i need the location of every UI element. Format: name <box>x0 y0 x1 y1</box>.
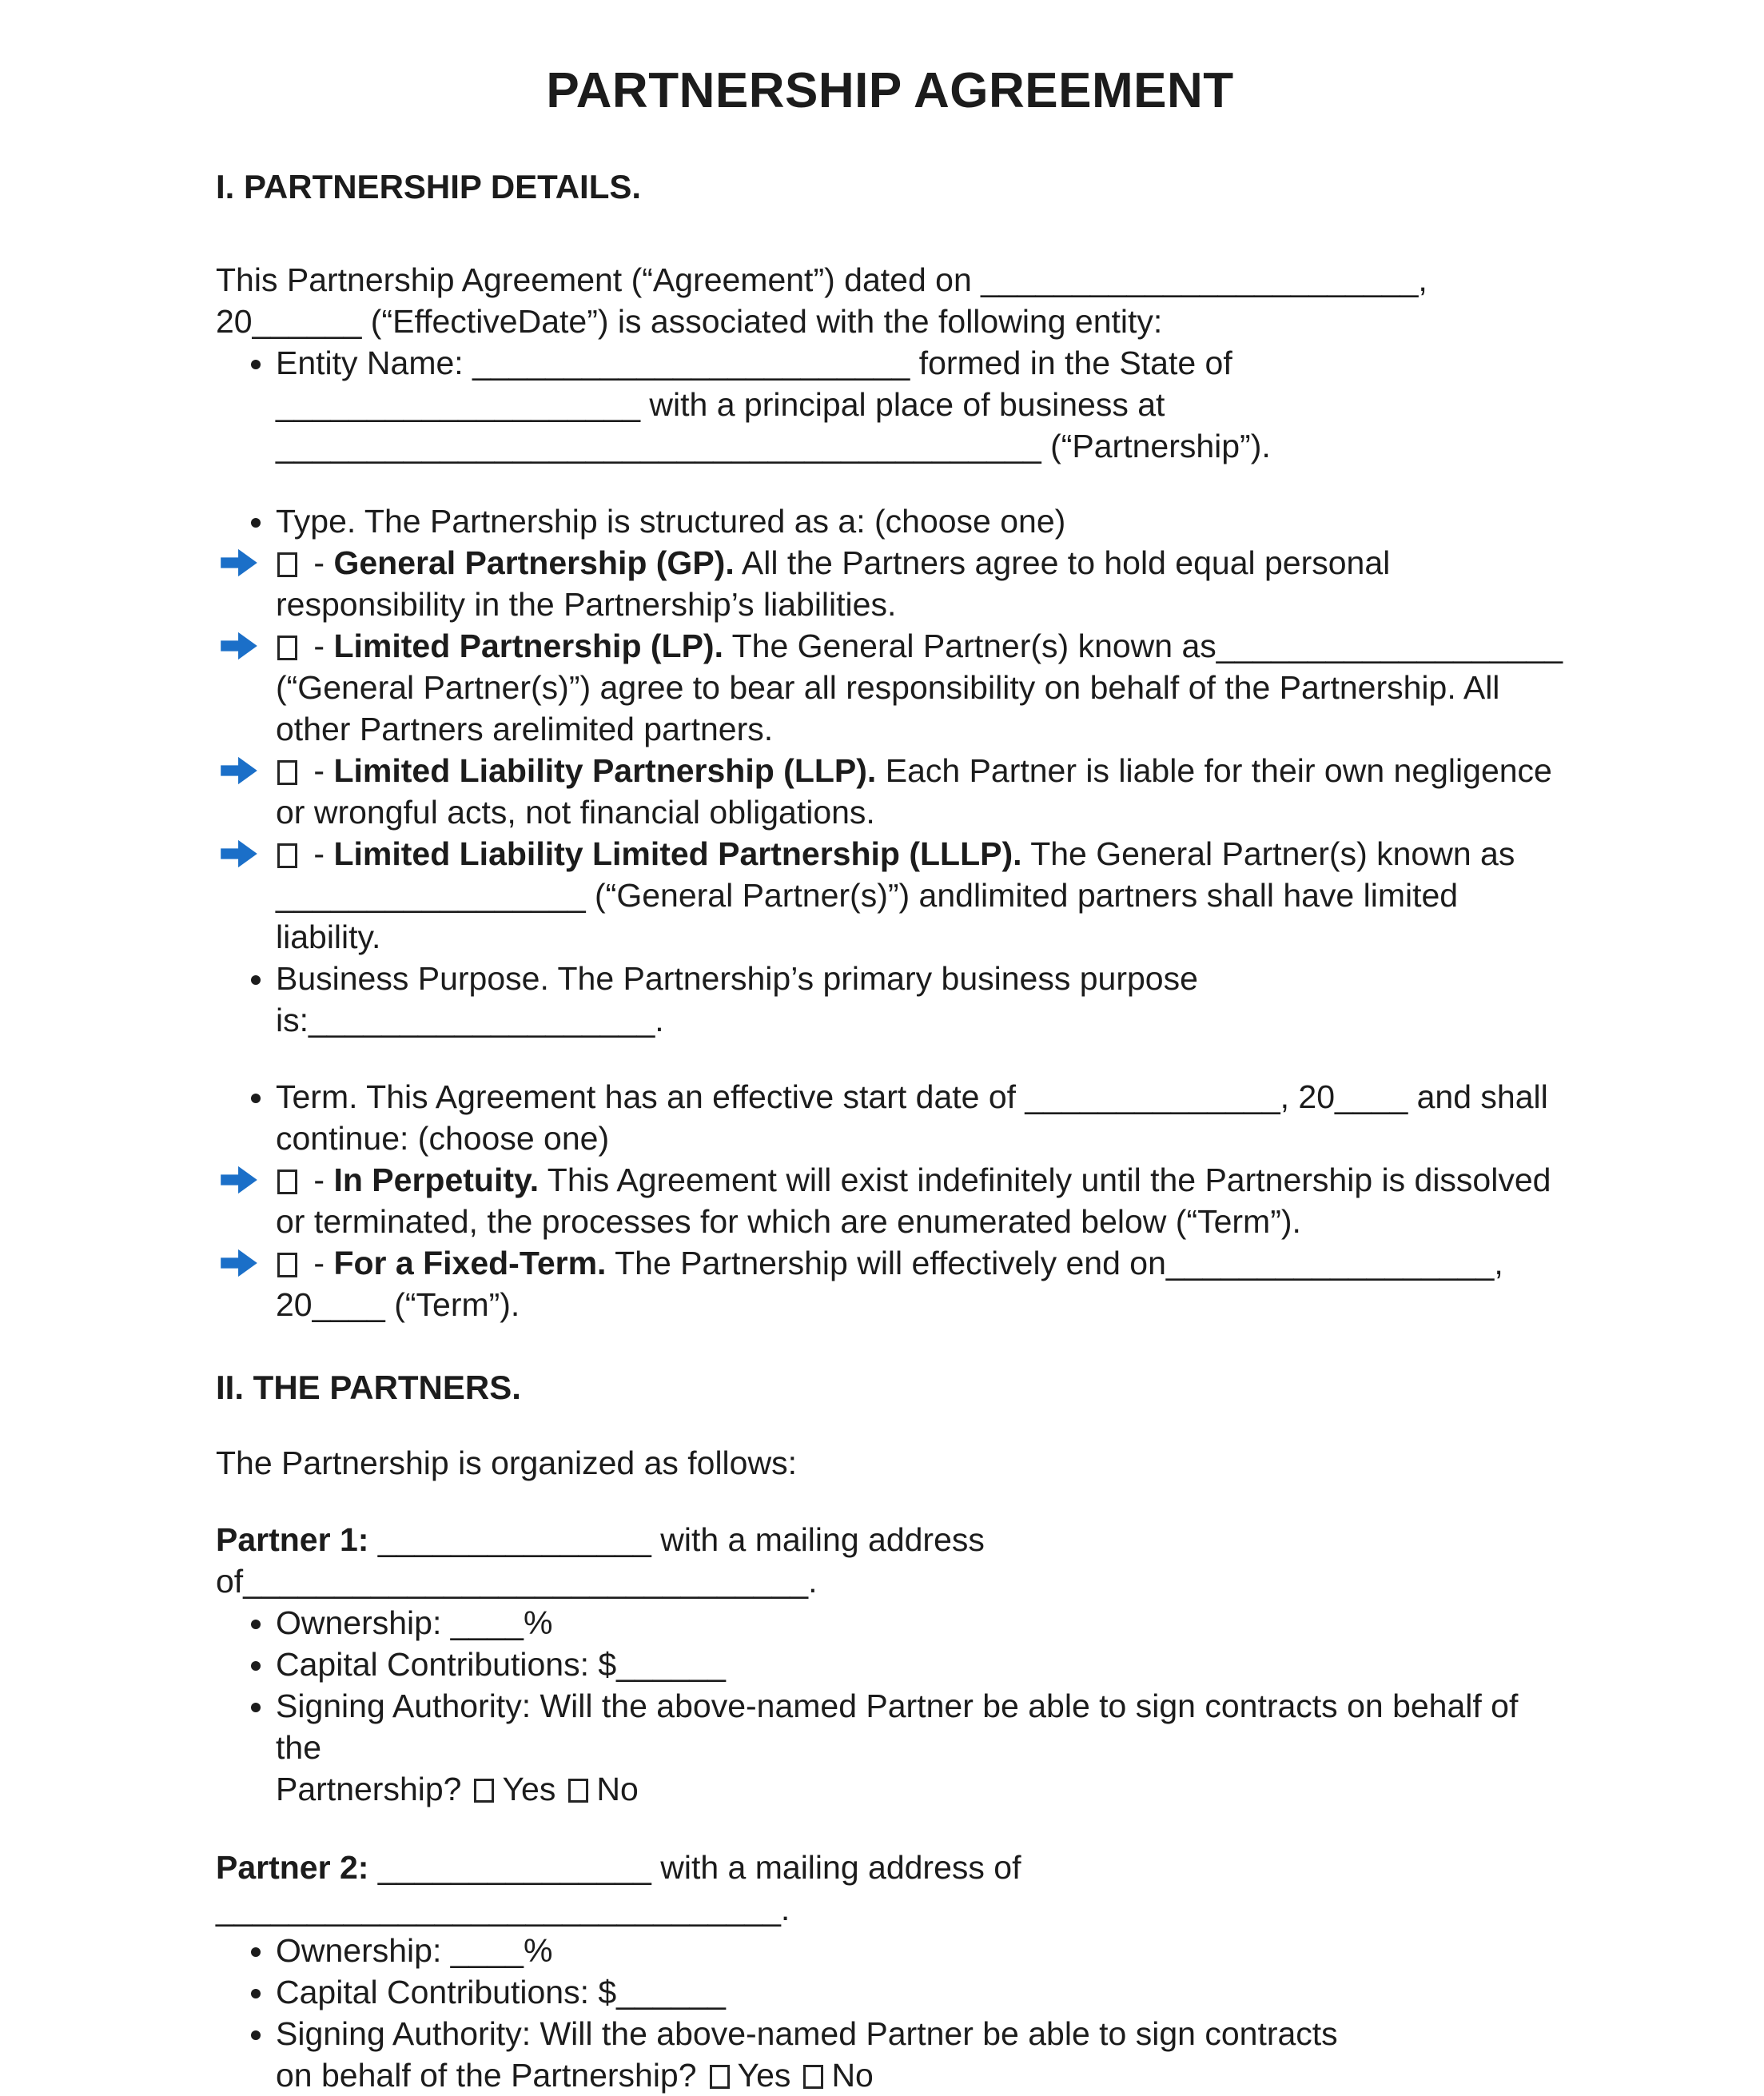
lp-checkbox[interactable] <box>277 636 297 660</box>
dash: - <box>313 752 325 789</box>
agreement-intro-paragraph: This Partnership Agreement (“Agreement”) dated on ________________________, 20______ (“EffectiveDate”) is associated with the following entity: <box>216 261 1428 340</box>
blue-arrow-icon <box>219 631 259 661</box>
lp-option-label: Limited Partnership (LP). <box>333 628 723 664</box>
type-option-general-partnership <box>216 542 1564 625</box>
partner1-no-label: No <box>596 1771 639 1807</box>
partner1-signing-line1: • Signing Authority: Will the above-named Partner be able to sign contracts on behalf of the <box>276 1688 1519 1766</box>
partner2-name-blank: _______________ with a mailing address of _______________________________. <box>216 1849 1021 1927</box>
partner2-signing-item <box>276 2013 1564 2096</box>
llp-option-label: Limited Liability Partnership (LLP). <box>333 752 877 789</box>
partners-intro-line: The Partnership is organized as follows: <box>216 1444 797 1481</box>
dash: - <box>313 835 325 872</box>
partner1-capital-item: • Capital Contributions: $______ <box>276 1644 1564 1685</box>
partner1-no-checkbox[interactable] <box>568 1779 588 1803</box>
llp-option-text: Each Partner is liable for their own negligence or wrongful acts, not financial obligations. <box>276 752 1552 831</box>
dash: - <box>313 628 325 664</box>
partner2-signing-question: on behalf of the Partnership? <box>276 2057 697 2094</box>
term-lead-item: • Term. This Agreement has an effective start date of ______________, 20____ and shall continue: (choose one) <box>276 1076 1564 1159</box>
dash: - <box>313 1162 325 1198</box>
type-option-llp <box>216 750 1564 833</box>
lp-option-text: The General Partner(s) known as___________________ (“General Partner(s)”) agree to bear all responsibility on behalf of the Partnership. All other Partners arelimited partners. <box>276 628 1563 747</box>
partner2-no-label: No <box>831 2057 874 2094</box>
partner1-signing-item <box>276 1685 1564 1810</box>
section1-heading: I. PARTNERSHIP DETAILS. <box>216 168 642 205</box>
type-lead-item: • Type. The Partnership is structured as a: (choose one) <box>276 500 1564 542</box>
partner1-signing-line2 <box>276 1768 1564 1810</box>
blue-arrow-icon <box>219 548 259 578</box>
partner2-details-list <box>216 1930 1564 2096</box>
lllp-option-text: The General Partner(s) known as _________________ (“General Partner(s)”) andlimited partners shall have limited liability. <box>276 835 1515 955</box>
partner1-name-blank: _______________ with a mailing address of_______________________________. <box>216 1521 985 1600</box>
term-section <box>216 1076 1564 1325</box>
partner2-signing-line1: • Signing Authority: Will the above-named Partner be able to sign contracts <box>276 2015 1338 2052</box>
lllp-option-label: Limited Liability Limited Partnership (LLLP). <box>333 835 1022 872</box>
document-title: PARTNERSHIP AGREEMENT <box>546 63 1234 118</box>
llp-checkbox[interactable] <box>277 760 297 785</box>
partner1-details-list <box>216 1602 1564 1810</box>
partner2-yes-checkbox[interactable] <box>710 2065 730 2089</box>
fixed-term-option-text: The Partnership will effectively end on__________________, 20____ (“Term”). <box>276 1245 1503 1323</box>
partner2-capital-item: • Capital Contributions: $______ <box>276 1971 1564 2013</box>
term-option-perpetuity <box>216 1159 1564 1242</box>
partner1-name-line <box>216 1519 1564 1602</box>
type-section <box>216 500 1564 958</box>
purpose-bullet-list <box>216 958 1564 1041</box>
fixed-term-checkbox[interactable] <box>277 1253 297 1277</box>
lllp-checkbox[interactable] <box>277 843 297 868</box>
partner1-yes-checkbox[interactable] <box>474 1779 494 1803</box>
partner2-no-checkbox[interactable] <box>803 2065 823 2089</box>
blue-arrow-icon <box>219 839 259 869</box>
blue-arrow-icon <box>219 755 259 786</box>
type-option-limited-partnership <box>216 625 1564 750</box>
partner2-ownership-item: • Ownership: ____% <box>276 1930 1564 1971</box>
dash: - <box>313 1245 325 1281</box>
term-option-fixed-term <box>216 1242 1564 1325</box>
gp-option-label: General Partnership (GP). <box>333 544 735 581</box>
partner1-yes-label: Yes <box>502 1771 556 1807</box>
business-purpose-item: • Business Purpose. The Partnership’s primary business purpose is:___________________. <box>276 958 1564 1041</box>
gp-option-text: All the Partners agree to hold equal personal responsibility in the Partnership’s liabilities. <box>276 544 1391 623</box>
blue-arrow-icon <box>219 1165 259 1195</box>
partner2-label: Partner 2: <box>216 1849 369 1886</box>
partner1-label: Partner 1: <box>216 1521 369 1558</box>
type-option-lllp <box>216 833 1564 958</box>
gp-checkbox[interactable] <box>277 552 297 577</box>
entity-name-item: • Entity Name: ________________________ formed in the State of ____________________ with a principal place of business at __________________________________________ (“Partnership”). <box>276 342 1564 467</box>
partner2-signing-line2 <box>276 2054 1564 2096</box>
section2-heading: II. THE PARTNERS. <box>216 1369 521 1406</box>
partner2-yes-label: Yes <box>737 2057 791 2094</box>
partner1-ownership-item: • Ownership: ____% <box>276 1602 1564 1644</box>
partner1-signing-question: Partnership? <box>276 1771 462 1807</box>
perpetuity-option-label: In Perpetuity. <box>333 1162 540 1198</box>
dash: - <box>313 544 325 581</box>
perpetuity-option-text: This Agreement will exist indefinitely until the Partnership is dissolved or terminated, the processes for which are enumerated below (“Term”). <box>276 1162 1551 1240</box>
partner2-name-line <box>216 1847 1564 1930</box>
term-bullet-list <box>216 1076 1564 1159</box>
blue-arrow-icon <box>219 1248 259 1278</box>
type-bullet-list <box>216 500 1564 542</box>
fixed-term-option-label: For a Fixed-Term. <box>333 1245 607 1281</box>
entity-bullet-list <box>216 342 1564 467</box>
perpetuity-checkbox[interactable] <box>277 1170 297 1194</box>
